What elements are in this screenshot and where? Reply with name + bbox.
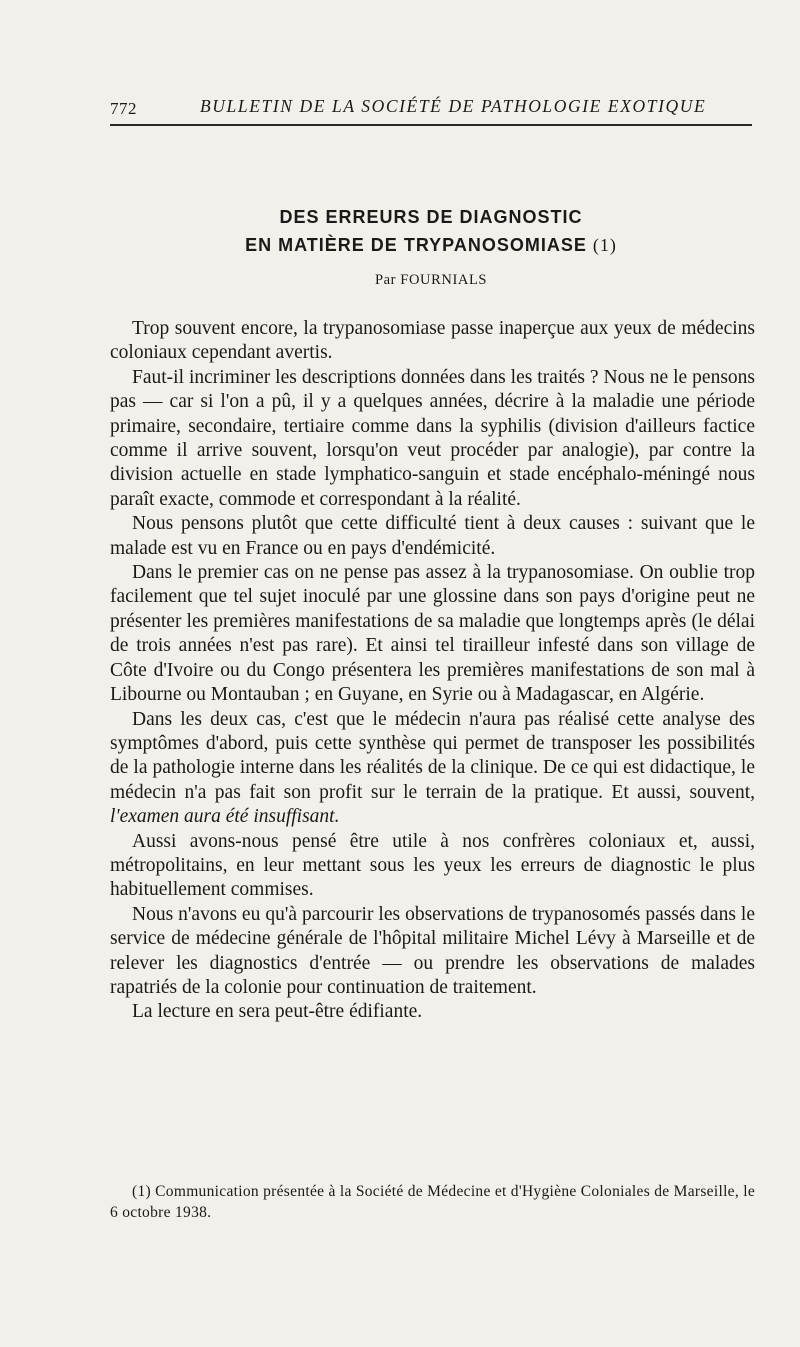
- emphasis-text: l'examen aura été insuffisant.: [110, 806, 340, 828]
- journal-title: BULLETIN DE LA SOCIÉTÉ DE PATHOLOGIE EXOTIQUE: [200, 96, 707, 116]
- header-rule: [110, 124, 752, 126]
- body-paragraph: Trop souvent encore, la trypanosomiase passe inaperçue aux yeux de médecins coloniaux cependant avertis.: [110, 318, 755, 364]
- body-paragraph: [110, 708, 755, 830]
- page-number: 772: [110, 99, 137, 118]
- footnote: [110, 1181, 755, 1223]
- article-body: [110, 317, 755, 1025]
- article-title-line-1: DES ERREURS DE DIAGNOSTIC: [279, 207, 583, 227]
- article-byline: Par FOURNIALS: [374, 272, 488, 288]
- article-title-line-2: [110, 235, 752, 256]
- body-paragraph-text: Dans les deux cas, c'est que le médecin n'aura pas réalisé cette analyse des symptômes d'abord, puis cette synthèse qui permet de transposer les possibilités de la pathologie interne dans les réalités de la clinique. De ce qui est didactique, le médecin n'a pas fait son profit sur le terrain de la pratique. Et aussi, souvent,: [110, 708, 755, 803]
- footnote-text: (1) Communication présentée à la Société de Médecine et d'Hygiène Coloniales de Marseille, le 6 octobre 1938.: [110, 1183, 755, 1221]
- running-head: [110, 96, 750, 120]
- body-paragraph: Faut-il incriminer les descriptions données dans les traités ? Nous ne le pensons pas — car si l'on a pû, il y a quelques années, décrire à la maladie une période primaire, secondaire, tertiaire comme dans la syphilis (division d'ailleurs factice comme il arrive souvent, lorsqu'on veut procéder par analogie), par contre la division actuelle en stade lymphatico-sanguin et stade encéphalo-méningé nous paraît exacte, commode et correspondant à la réalité.: [110, 366, 755, 510]
- footnote-reference: (1): [592, 235, 617, 255]
- body-paragraph: La lecture en sera peut-être édifiante.: [132, 1001, 423, 1023]
- article-title-line-2-text: EN MATIÈRE DE TRYPANOSOMIASE: [245, 235, 587, 255]
- body-paragraph: Dans le premier cas on ne pense pas assez à la trypanosomiase. On oublie trop facilement que tel sujet inoculé par une glossine dans son pays d'origine peut ne présenter les premières manifestations de sa maladie que longtemps après (le délai de trois années n'est pas rare). Et ainsi tel tirailleur infesté dans son village de Côte d'Ivoire ou du Congo présentera les premières manifestations de son mal à Libourne ou Montauban ; en Guyane, en Syrie ou à Madagascar, en Algérie.: [110, 562, 755, 706]
- body-paragraph: Nous n'avons eu qu'à parcourir les observations de trypanosomés passés dans le service de médecine générale de l'hôpital militaire Michel Lévy à Marseille et de relever les diagnostics d'entrée — ou prendre les observations de malades rapatriés de la colonie pour continuation de traitement.: [110, 903, 755, 998]
- body-paragraph: Nous pensons plutôt que cette difficulté tient à deux causes : suivant que le malade est vu en France ou en pays d'endémicité.: [110, 513, 755, 559]
- body-paragraph: Aussi avons-nous pensé être utile à nos confrères coloniaux et, aussi, métropolitains, en leur mettant sous les yeux les erreurs de diagnostic le plus habituellement commises.: [110, 830, 755, 901]
